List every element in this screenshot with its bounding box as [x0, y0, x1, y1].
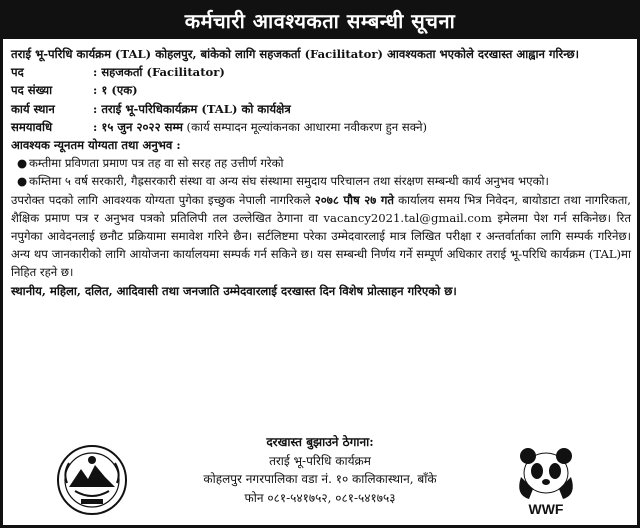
contact-org: तराई भू-परिधि कार्यक्रम: [269, 453, 371, 468]
field-label: पद: [11, 65, 24, 80]
body-part3: इमेलमा पेश गर्न सकिनेछ। रित नपुगेका आवेदनलाई छनौट प्रक्रियामा समावेश गरिने छैन। सर्टलिष्टमा परेका उम्मेदवारलाई मात्र लिखित परीक्षा र अन्तर्वार्ताका लागि सम्पर्क गरिनेछ। अन्य थप जानकारीको लागि आयोजना कार्यालयमा सम्पर्क गर्न सकिने छ। यस सम्बन्धी निर्णय गर्ने सम्पूर्ण अधिकार तराई भू-परिधि कार्यक्रम (TAL)मा निहित रहने छ।: [11, 210, 631, 280]
wwf-panda-logo-icon: [513, 447, 579, 517]
requirement-text: कम्तिमा ५ वर्ष सरकारी, गैह्रसरकारी संस्था वा अन्य संघ संस्थामा समुदाय परिचालन तथा संरक्षण सम्बन्धी कार्य अनुभव भएको।: [29, 174, 549, 189]
email-address[interactable]: vacancy2021.tal@gmail.com: [323, 210, 492, 225]
notice-title: कर्मचारी आवश्यकता सम्बन्धी सूचना: [3, 3, 637, 39]
requirement-item: [11, 154, 631, 172]
intro-paragraph: तराई भू-परिधि कार्यक्रम (TAL) कोहलपुर, बांकेको लागि सहजकर्ता (Facilitator) आवश्यकता भएकोले दरखास्त आह्वान गरिन्छ।: [11, 47, 580, 61]
application-paragraph: [11, 191, 631, 282]
contact-phone: फोन ०८१-५४१७५२, ०८१-५४१७५३: [244, 490, 396, 505]
field-label: कार्य स्थान: [11, 101, 55, 116]
field-value: : १ (एक): [93, 83, 138, 98]
field-value: [93, 118, 631, 136]
requirement-text: कम्तीमा प्रविणता प्रमाण पत्र तह वा सो सरह तह उत्तीर्ण गरेको: [29, 156, 284, 171]
duration-note: (कार्य सम्पादन मूल्यांकनका आधारमा नवीकरण हुन सक्ने): [182, 119, 428, 134]
nepal-emblem-icon: [55, 443, 129, 517]
body-part1: उपरोक्त पदको लागि आवश्यक योग्यता पुगेका इच्छुक नेपाली नागरिकले: [11, 192, 315, 207]
field-value: : तराई भू-परिधिकार्यक्रम (TAL) को कार्यक्षेत्र: [93, 101, 291, 116]
field-value: : सहजकर्ता (Facilitator): [93, 65, 225, 80]
field-label: समयावधि: [11, 119, 53, 134]
notice-content: [11, 45, 631, 300]
field-duration: [11, 118, 631, 136]
wwf-text: WWF: [528, 501, 564, 517]
field-post-count: [11, 81, 631, 99]
encouragement-note: स्थानीय, महिला, दलित, आदिवासी तथा जनजाति उम्मेदवारलाई दरखास्त दिन विशेष प्रोत्साहन गरिएको छ।: [11, 283, 457, 298]
field-label: पद संख्या: [11, 83, 53, 98]
bullet-icon: ●: [17, 156, 28, 171]
field-work-location: [11, 100, 631, 118]
contact-heading: दरखास्त बुझाउने ठेगाना:: [266, 435, 374, 449]
requirement-item: [11, 172, 631, 190]
deadline-date: २०७८ पौष २७ गते: [314, 192, 394, 207]
contact-address: कोहलपुर नगरपालिका वडा नं. १० कालिकास्थान, बाँके: [203, 472, 437, 486]
duration-date: : १५ जुन २०२२ सम्म: [93, 119, 183, 134]
requirements-heading: आवश्यक न्यूनतम योग्यता तथा अनुभव :: [11, 138, 181, 153]
bullet-icon: ●: [17, 174, 28, 189]
field-post: [11, 63, 631, 81]
body-part2: कार्यालय समय भित्र निवेदन, बायोडाटा तथा नागरिकता, शैक्षिक प्रमाण पत्र र अनुभव पत्रको प्रतिलिपी तल उल्लेखित ठेगाना वा: [11, 192, 631, 225]
